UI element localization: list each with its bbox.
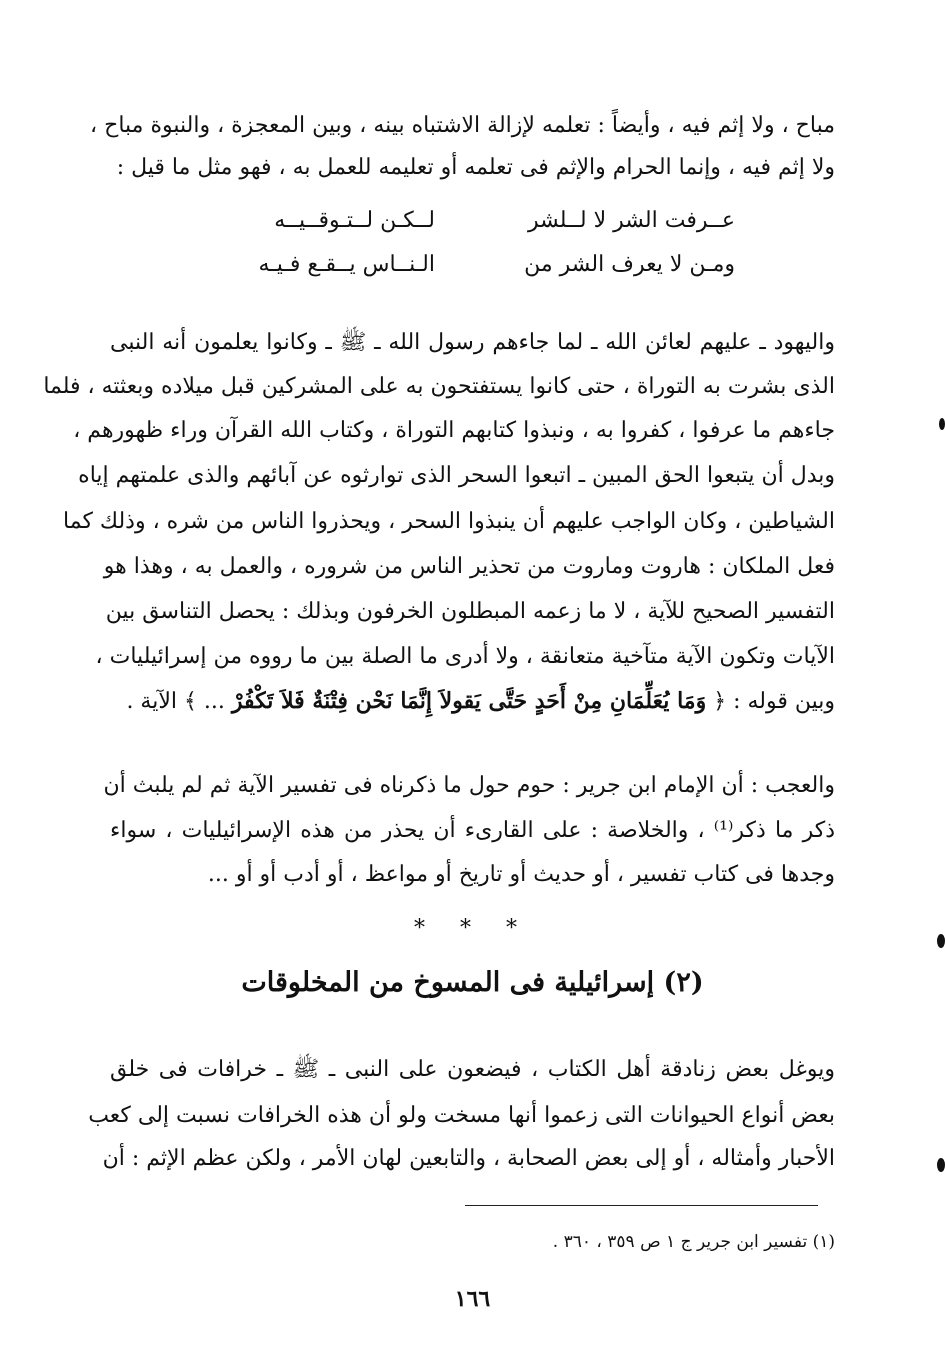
page-number: ١٦٦ bbox=[454, 1286, 491, 1312]
paragraph-line: واليهود ـ عليهم لعائن الله ـ لما جاءهم رسول الله ـ ﷺ ـ وكانوا يعلمون أنه النبى bbox=[110, 330, 835, 355]
quran-quote: وَمَا يُعَلِّمَانِ مِنْ أَحَدٍ حَتَّى يَقولاَ إِنَّمَا نَحْن فِتْنَةٌ فَلاَ تَكْفُرْ bbox=[231, 688, 707, 714]
paragraph-line: وجدها فى كتاب تفسير ، أو حديث أو تاريخ أو مواعظ ، أو أدب أو أو ... bbox=[207, 862, 835, 887]
quran-prefix: وبين قوله : ﴿ bbox=[713, 689, 835, 714]
section-heading: (٢) إسرائيلية فى المسوخ من المخلوقات bbox=[241, 967, 704, 998]
quran-suffix: ... ﴾ الآية . bbox=[126, 689, 225, 714]
paragraph-line: وبدل أن يتبعوا الحق المبين ـ اتبعوا السحر الذى توارثوه عن آبائهم والذى علمتهم إياه bbox=[78, 463, 835, 488]
paragraph-line: بعض أنواع الحيوانات التى زعموا أنها مسخت ولو أن هذه الخرافات نسبت إلى كعب bbox=[88, 1103, 835, 1128]
verse-hemistich: ومـن لا يعرف الشر من bbox=[524, 252, 735, 277]
paragraph-line: التفسير الصحيح للآية ، لا ما زعمه المبطلون الخرفون وبذلك : يحصل التناسق بين bbox=[105, 599, 835, 624]
paragraph-line: مباح ، ولا إثم فيه ، وأيضاً : تعلمه لإزالة الاشتباه بينه ، وبين المعجزة ، والنبوة مباح ، bbox=[90, 113, 835, 138]
scan-mark bbox=[937, 1158, 945, 1172]
paragraph-line: ولا إثم فيه ، وإنما الحرام والإثم فى تعلمه أو تعليمه للعمل به ، فهو مثل ما قيل : bbox=[116, 155, 835, 180]
scan-mark bbox=[939, 418, 945, 430]
footnote-divider bbox=[465, 1205, 818, 1206]
paragraph-line: الذى بشرت به التوراة ، حتى كانوا يستفتحون به على المشركين قبل ميلاده وبعثته ، فلما bbox=[43, 374, 835, 399]
footnote: (١) تفسير ابن جرير ج ١ ص ٣٥٩ ، ٣٦٠ . bbox=[552, 1232, 835, 1252]
paragraph-line: جاءهم ما عرفوا ، كفروا به ، ونبذوا كتابهم التوراة ، وكتاب الله القرآن وراء ظهورهم ، bbox=[73, 418, 835, 443]
paragraph-line: والعجب : أن الإمام ابن جرير : حوم حول ما ذكرناه فى تفسير الآية ثم لم يلبث أن bbox=[103, 773, 835, 798]
paragraph-line: الشياطين ، وكان الواجب عليهم أن ينبذوا السحر ، ويحذروا الناس من شره ، وذلك كما bbox=[63, 509, 835, 534]
quran-verse-line bbox=[110, 686, 835, 717]
paragraph-line: الأحبار وأمثاله ، أو إلى بعض الصحابة ، والتابعين لهان الأمر ، ولكن عظم الإثم : أن bbox=[102, 1146, 835, 1171]
paragraph-line: الآيات وتكون الآية متآخية متعانقة ، ولا أدرى ما الصلة بين ما رووه من إسرائيليات ، bbox=[95, 644, 835, 669]
paragraph-line: ويوغل بعض زنادقة أهل الكتاب ، فيضعون على النبى ـ ﷺ ـ خرافات فى خلق bbox=[110, 1057, 835, 1082]
verse-hemistich: الـنــاس يــقـع فـيـه bbox=[258, 252, 435, 277]
scan-mark bbox=[937, 934, 945, 948]
verse-hemistich: عــرفت الشر لا لــلشر bbox=[527, 208, 735, 233]
paragraph-line: فعل الملكان : هاروت وماروت من تحذير الناس من شروره ، والعمل به ، وهذا هو bbox=[103, 554, 835, 579]
paragraph-line: ذكر ما ذكر⁽¹⁾ ، والخلاصة : على القارىء أن يحذر من هذه الإسرائيليات ، سواء bbox=[110, 818, 835, 843]
section-separator: * * * bbox=[414, 916, 531, 941]
verse-hemistich: لــكـن لــتـوقــيــه bbox=[274, 208, 435, 233]
